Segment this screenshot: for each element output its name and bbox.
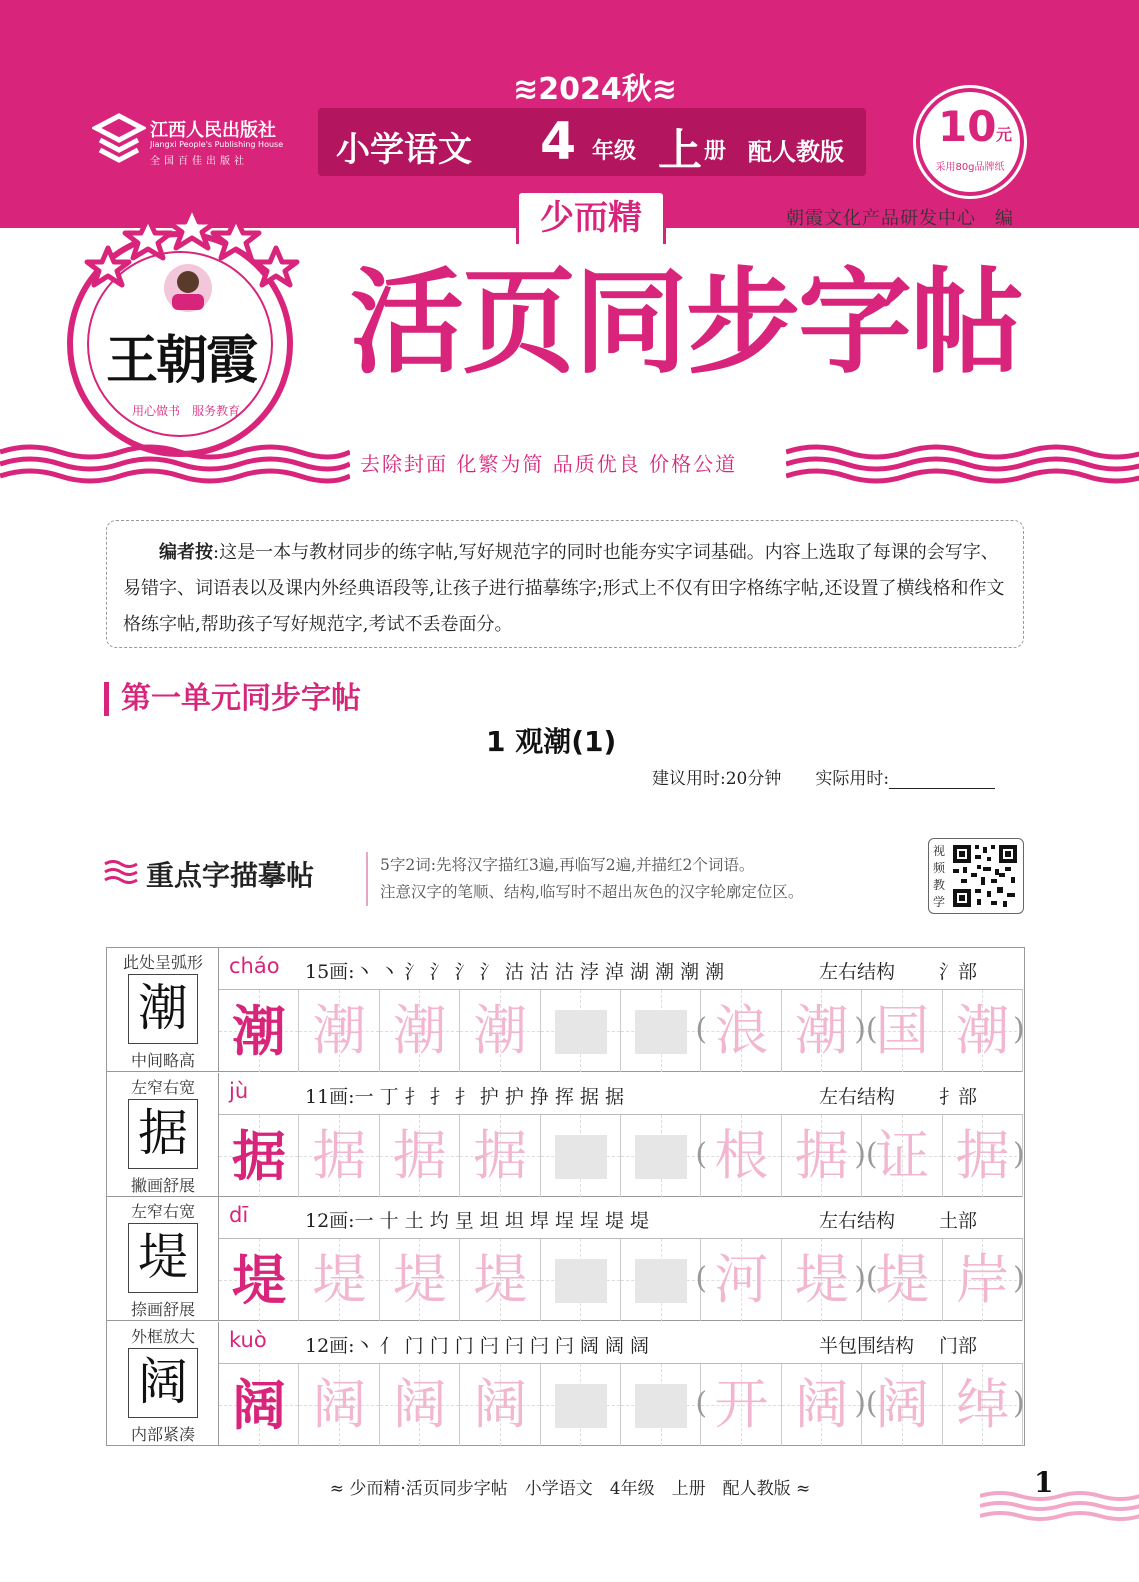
tian-grid-cell[interactable] [943,1364,1023,1446]
character-info-line [219,948,1023,990]
price-paper-note: 采用80g品牌纸 [935,162,1005,173]
page-number: 1 [1034,1466,1054,1499]
writing-tip-bottom: 捺画舒展 [130,1300,195,1319]
actual-time-label: 实际用时: [815,769,890,789]
writing-zone[interactable] [555,1259,607,1303]
writing-zone[interactable] [555,1384,607,1428]
tag-label: 少而精 [540,198,642,238]
writing-tip-top: 左窄右宽 [130,1077,195,1097]
tian-grid-cell[interactable] [460,1115,540,1197]
pinyin: jù [229,1078,249,1103]
trace-character: 阔 [794,1372,849,1436]
word-bracket: )( [854,1385,878,1421]
tian-grid-cell[interactable] [219,1115,299,1197]
trace-character: 阔 [875,1372,930,1436]
tian-grid-cell[interactable] [299,990,379,1072]
section-desc-line-1: 5字2词:先将汉字描红3遍,再临写2遍,并描红2个词语。 [380,856,755,874]
trace-character: 岸 [955,1248,1010,1311]
tian-grid-cell[interactable] [782,990,862,1072]
trace-character: 堤 [392,1248,447,1311]
trace-character: 潮 [392,999,447,1062]
writing-zone[interactable] [555,1010,607,1054]
tian-grid-cell[interactable] [943,1239,1023,1321]
qr-label: 视频教学 [933,844,946,909]
tian-grid-cell[interactable] [782,1115,862,1197]
practice-row [107,1197,1023,1321]
price-number: 10 [938,102,997,151]
tian-grid-cell[interactable] [782,1239,862,1321]
publisher-name: 江西人民出版社 [150,120,276,141]
model-column [107,948,219,1072]
practice-blank-cell[interactable] [621,1364,701,1446]
writing-tip-bottom: 撇画舒展 [130,1175,195,1195]
trace-character: 据 [392,1123,447,1187]
character-info-line [219,1322,1023,1364]
trace-character: 阔 [473,1372,528,1436]
trace-character: 堤 [875,1248,930,1311]
trace-character: 浪 [714,999,769,1062]
stroke-order: 12画:丶 亻 门 门 门 闩 闩 闩 闩 阔 阔 阔 [305,1334,650,1357]
wave-decoration-left-icon [0,440,350,484]
tian-grid-cell[interactable] [701,1239,781,1321]
word-bracket: ( [695,1261,708,1296]
writing-tip-top: 外框放大 [130,1326,195,1346]
stroke-order: 11画:一 丁 扌 扌 扌 护 护 挣 挥 据 据 [305,1085,624,1108]
editor-credit: 朝霞文化产品研发中心 编 [786,208,1014,229]
stroke-order: 15画:丶 丶 氵 氵 氵 氵 沽 沽 沽 浡 淖 湖 潮 潮 潮 [305,961,725,983]
tian-grid-cell[interactable] [380,1239,460,1321]
trace-character: 阔 [312,1372,367,1436]
model-character: 据 [128,1099,198,1169]
section-wave-icon [104,858,138,886]
sample-character: 据 [232,1123,286,1188]
practice-cells [219,1364,1023,1446]
model-character: 潮 [128,974,198,1044]
writing-tip-top: 左窄右宽 [130,1202,195,1221]
trace-character: 河 [714,1248,769,1311]
character-radical: 扌部 [939,1085,978,1108]
character-structure: 左右结构 [819,961,896,983]
writing-zone[interactable] [635,1384,687,1428]
writing-tip-top: 此处呈弧形 [122,953,203,972]
tian-grid-cell[interactable] [219,1364,299,1446]
edition-label: 配人教版 [748,138,844,166]
writing-tip-bottom: 中间略高 [130,1051,195,1070]
publisher-sub: 全国百佳出版社 [150,156,248,167]
model-column [107,1322,219,1446]
word-bracket: ) [1013,1261,1025,1296]
suggested-time: 建议用时:20分钟 [652,769,782,789]
publisher-logo [92,112,302,166]
practice-blank-cell[interactable] [621,990,701,1072]
tian-grid-cell[interactable] [460,1239,540,1321]
grade-number: 4 [540,112,577,172]
practice-cells [219,1115,1023,1197]
practice-cells [219,1239,1023,1321]
word-bracket: ( [695,1136,708,1172]
time-line [652,764,995,789]
practice-cells [219,990,1023,1072]
character-info-line [219,1073,1023,1115]
tian-grid-cell[interactable] [460,990,540,1072]
tian-grid-cell[interactable] [943,990,1023,1072]
practice-grid [106,947,1025,1446]
tian-grid-cell[interactable] [299,1115,379,1197]
word-bracket: )( [854,1261,878,1296]
main-title: 活页同步字帖 [350,255,1023,389]
writing-tip-bottom: 内部紧凑 [130,1424,195,1444]
writing-zone[interactable] [635,1135,687,1179]
subject-box [318,108,866,176]
practice-blank-cell[interactable] [621,1239,701,1321]
word-bracket: ) [1013,1012,1025,1047]
section-desc-line-2: 注意汉字的笔顺、结构,临写时不超出灰色的汉字轮廓定位区。 [380,883,804,901]
pinyin: kuò [229,1327,267,1352]
sample-character: 堤 [232,1248,286,1312]
publisher-mark-icon [92,112,146,166]
grade-unit: 年级 [592,139,637,164]
season-label: ≋2024秋≋ [513,72,677,107]
pinyin: cháo [229,954,280,978]
tian-grid-cell[interactable] [380,990,460,1072]
tian-grid-cell[interactable] [782,1364,862,1446]
brand-name: 王朝霞 [106,330,257,391]
subject-label: 小学语文 [336,130,472,170]
practice-row [107,1073,1023,1197]
word-bracket: ) [1013,1385,1025,1421]
editor-note-label: 编者按 [159,542,213,563]
brand-emblem [58,196,318,466]
word-bracket: )( [854,1012,878,1047]
practice-blank-cell[interactable] [541,1364,621,1446]
trace-character: 堤 [473,1248,528,1311]
trace-character: 堤 [794,1248,849,1311]
price-unit: 元 [996,125,1013,144]
model-character: 堤 [128,1223,198,1293]
trace-character: 潮 [312,999,367,1062]
trace-character: 据 [312,1123,367,1187]
trace-character: 据 [955,1123,1010,1187]
model-column [107,1197,219,1321]
trace-character: 国 [875,999,930,1062]
practice-row [107,1322,1023,1446]
footer-text: ≈ 少而精·活页同步字帖 小学语文 4年级 上册 配人教版 ≈ [329,1479,811,1499]
character-structure: 左右结构 [819,1210,896,1232]
word-bracket: ( [695,1012,708,1047]
character-structure: 左右结构 [819,1085,896,1108]
word-bracket: )( [854,1136,878,1172]
trace-character: 堤 [312,1248,367,1311]
pinyin: dī [229,1203,249,1227]
tian-grid-cell[interactable] [701,1364,781,1446]
tian-grid-cell[interactable] [299,1364,379,1446]
brand-motto: 用心做书 服务教育 [132,404,241,418]
trace-character: 潮 [473,999,528,1062]
tian-grid-cell[interactable] [701,990,781,1072]
practice-blank-cell[interactable] [541,990,621,1072]
trace-character: 根 [714,1123,769,1187]
trace-character: 据 [473,1123,528,1187]
tian-grid-cell[interactable] [460,1364,540,1446]
trace-character: 证 [875,1123,930,1187]
qr-code-icon [951,843,1019,909]
practice-blank-cell[interactable] [621,1115,701,1197]
character-radical: 土部 [939,1210,978,1232]
word-bracket: ( [695,1385,708,1421]
practice-blank-cell[interactable] [541,1239,621,1321]
sample-character: 阔 [232,1372,286,1437]
writing-zone[interactable] [635,1259,687,1303]
tian-grid-cell[interactable] [299,1239,379,1321]
writing-zone[interactable] [555,1135,607,1179]
section-description [366,852,922,906]
section-title: 重点字描摹帖 [146,859,315,892]
trace-character: 阔 [392,1372,447,1436]
writing-zone[interactable] [635,1010,687,1054]
editor-note-text: :这是一本与教材同步的练字帖,写好规范字的同时也能夯实字词基础。内容上选取了每课的会写字、易错字、词语表以及课内外经典语段等,让孩子进行描摹练字;形式上不仅有田字格练字帖,还设置了横线格和作文格练字帖,帮助孩子写好规范字,考试不丢卷面分。 [123,542,1005,635]
tian-grid-cell[interactable] [219,1239,299,1321]
sample-character: 潮 [232,999,286,1063]
volume-unit: 册 [704,139,727,164]
unit-title: 第一单元同步字帖 [104,682,361,716]
character-radical: 氵部 [939,961,978,983]
price-badge [916,88,1024,196]
tian-grid-cell[interactable] [701,1115,781,1197]
word-bracket: ) [1013,1136,1025,1172]
footer-wave-icon [980,1488,1139,1522]
tian-grid-cell[interactable] [380,1364,460,1446]
practice-row [107,948,1023,1072]
model-column [107,1073,219,1197]
wave-decoration-right-icon [786,440,1139,484]
video-qr-code[interactable] [928,838,1024,914]
character-radical: 门部 [939,1334,978,1357]
trace-character: 开 [714,1372,769,1436]
publisher-en: Jiangxi People's Publishing House [150,140,284,149]
character-info-line [219,1197,1023,1239]
volume-label: 上 [658,125,702,176]
character-structure: 半包围结构 [819,1334,915,1357]
slogan: 去除封面 化繁为简 品质优良 价格公道 [360,452,738,476]
tian-grid-cell[interactable] [380,1115,460,1197]
stroke-order: 12画:一 十 土 圴 圼 坦 坦 垾 埕 埕 堤 堤 [305,1210,650,1232]
trace-character: 绰 [955,1372,1010,1436]
trace-character: 据 [794,1123,849,1187]
editor-note [106,520,1024,648]
model-character: 阔 [128,1348,198,1418]
tian-grid-cell[interactable] [219,990,299,1072]
actual-time-blank[interactable] [889,771,995,789]
trace-character: 潮 [955,999,1010,1062]
practice-blank-cell[interactable] [541,1115,621,1197]
tag-box [516,190,666,244]
lesson-title: 1 观潮(1) [486,725,617,758]
trace-character: 潮 [794,999,849,1062]
tian-grid-cell[interactable] [943,1115,1023,1197]
